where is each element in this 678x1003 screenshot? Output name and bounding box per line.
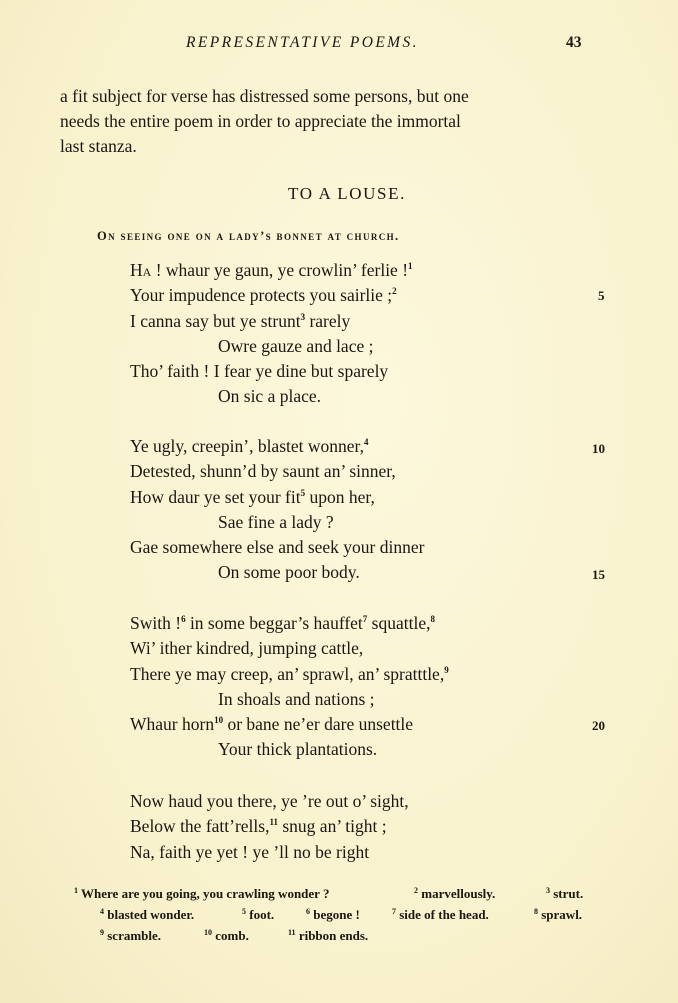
footnote-ref: 11 (269, 817, 278, 828)
verse-line: Tho’ faith ! I fear ye dine but sparely (130, 361, 389, 382)
page-header (0, 34, 678, 54)
page-number: 43 (566, 34, 582, 51)
line-number: 15 (592, 567, 605, 582)
verse-line: I canna say but ye strunt$^3$ rarely (130, 310, 351, 331)
drop-cap-word: Ha (130, 260, 152, 280)
footnote-ref: 2 (392, 286, 397, 297)
footnote-ref: 5 (300, 487, 306, 498)
stanza-2 (130, 434, 570, 586)
footnote-ref: 4 (364, 437, 369, 447)
verse-line: Detested, shunn’d by saunt an’ sinner, (130, 461, 396, 482)
verse-line: Na, faith ye yet ! ye ’ll no be right (130, 841, 370, 862)
intro-paragraph (60, 84, 600, 159)
intro-line: needs the entire poem in order to appreciate the immortal (60, 111, 461, 131)
verse-line: Swith !$^6$ in some beggar’s hauffet$^7$ squattle,$^8$ (130, 613, 435, 633)
verse-line: Below the fatt’rells,$^{11}$ snug an’ tight ; (130, 816, 387, 837)
verse-line: Ha ! whaur ye gaun, ye crowlin’ ferlie !$^1$ (130, 260, 413, 280)
footnote-ref: 6 (181, 614, 186, 624)
verse-line: Sae fine a lady ? (218, 511, 334, 532)
line-number: 10 (592, 441, 605, 456)
verse-line: Now haud you there, ye ’re out o’ sight, (130, 791, 409, 811)
poem-subtitle: On seeing one on a lady’s bonnet at church. (97, 229, 400, 243)
stanza-3 (130, 611, 570, 763)
footnote-ref: 3 (300, 311, 306, 322)
footnote: $^1$ Where are you going, you crawling wonder ? (74, 886, 330, 901)
footnote-ref: 7 (362, 614, 368, 624)
footnote: $^2$ marvellously. (414, 886, 496, 901)
footnote: $^{11}$ ribbon ends. (288, 928, 369, 943)
intro-line: last stanza. (60, 136, 137, 156)
verse-line: In shoals and nations ; (218, 688, 375, 709)
footnote: $^7$ side of the head. (392, 907, 489, 922)
footnote: $^8$ sprawl. (534, 907, 583, 922)
verse-line: There ye may creep, an’ sprawl, an’ spratttle,$^9$ (130, 663, 449, 684)
verse-line: On some poor body. (218, 562, 360, 583)
verse-line: Gae somewhere else and seek your dinner (130, 537, 425, 558)
footnote: $^{10}$ comb. (204, 928, 249, 943)
verse-line: On sic a place. (218, 386, 322, 407)
footnote: $^5$ foot. (242, 907, 275, 922)
footnote: $^6$ begone ! (306, 907, 360, 922)
verse-line: Your impudence protects you sairlie ;$^2$ (130, 285, 397, 306)
footnote-ref: 10 (214, 715, 224, 726)
poem-title: TO A LOUSE. (288, 184, 406, 203)
footnote-ref: 9 (444, 664, 449, 675)
verse-line: Wi’ ither kindred, jumping cattle, (130, 638, 364, 659)
footnote: $^3$ strut. (546, 886, 584, 901)
stanza-4 (130, 789, 570, 865)
footnote-ref: 1 (408, 261, 413, 271)
running-title: REPRESENTATIVE POEMS. (186, 34, 419, 51)
footnotes (74, 883, 614, 946)
verse-line: Your thick plantations. (218, 739, 378, 760)
footnote-ref: 8 (430, 614, 435, 624)
verse-line: Whaur horn$^{10}$ or bane ne’er dare unsettle (130, 714, 414, 735)
line-number: 20 (592, 718, 605, 733)
footnote: $^4$ blasted wonder. (100, 907, 195, 922)
verse-line: Owre gauze and lace ; (218, 335, 374, 356)
verse-line: How daur ye set your fit$^5$ upon her, (130, 486, 375, 507)
footnote: $^9$ scramble. (100, 928, 162, 943)
verse-line: Ye ugly, creepin’, blastet wonner,$^4$ (130, 436, 369, 456)
stanza-1 (130, 258, 570, 410)
intro-line: a fit subject for verse has distressed some persons, but one (60, 86, 469, 106)
line-number: 5 (598, 288, 605, 303)
